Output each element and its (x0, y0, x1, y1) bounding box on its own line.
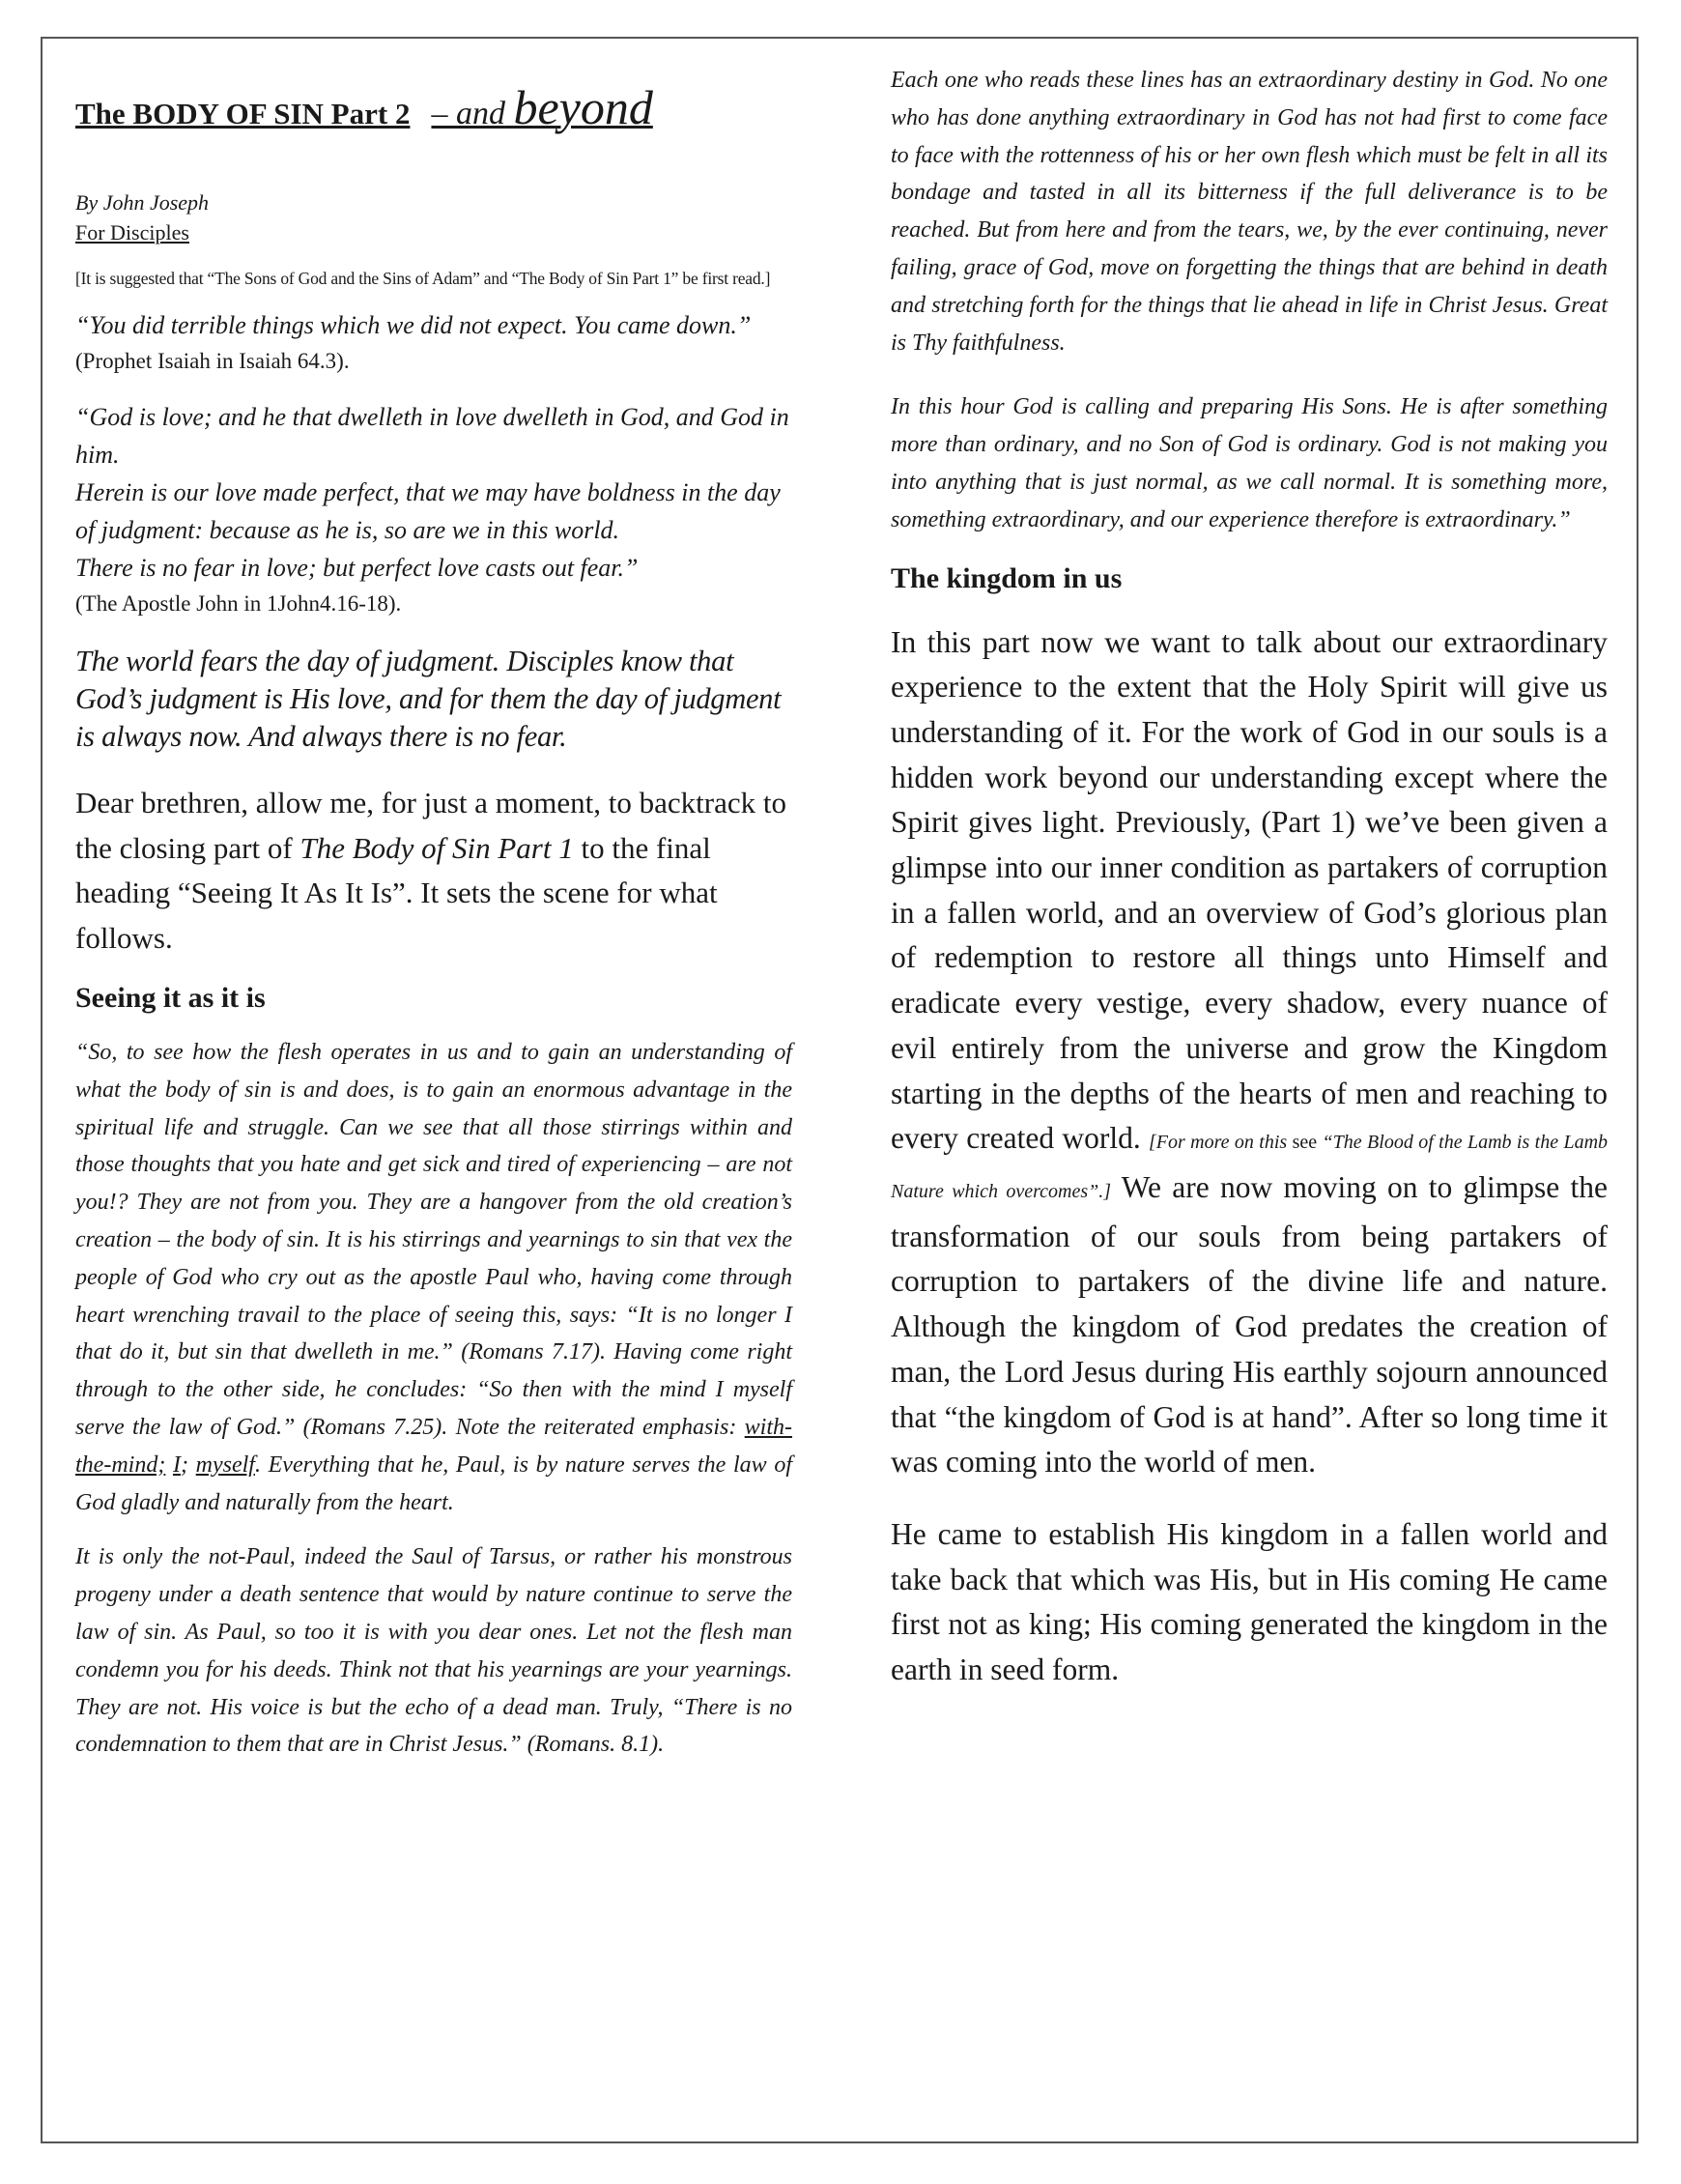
kingdom-text-a: In this part now we want to talk about our extraordinary experience to the extent that the Holy Spirit will give us understanding of it. For the work of God in our souls is a hidden work beyond our understanding except where the Spirit gives light. Previously, (Part 1) we’ve been given a glimpse into our inner condition as partakers of corruption in a fallen world, and an overview of God’s glorious plan of redemption to restore all things unto Himself and eradicate every vestige, every shadow, every nuance of evil entirely from the universe and grow the Kingdom starting in the depths of the hearts of men and reaching to every created world. (891, 624, 1608, 1156)
dear-brethren-text-a: Dear brethren, allow me, for just a moment, to backtrack to the closing part of (75, 786, 786, 865)
section-heading-kingdom: The kingdom in us (891, 561, 1123, 594)
isaiah-quote: “You did terrible things which we did not expect. You came down.” (75, 311, 752, 339)
kingdom-paragraph-1 (891, 620, 1608, 1485)
kingdom-text-b: We are now moving on to glimpse the transformation of our souls from being partakers of corruption to partakers of the divine life and nature. Although the kingdom of God predates the creation of man, the Lord Jesus during His earthly sojourn announced that “the kingdom of God is at hand”. After so long time it was coming into the world of men. (891, 1170, 1608, 1480)
john-quote-3: There is no fear in love; but perfect love casts out fear.” (75, 554, 639, 582)
reading-note: [It is suggested that “The Sons of God and the Sins of Adam” and “The Body of Sin Part 1” be first read.] (75, 269, 771, 288)
destiny-paragraph: Each one who reads these lines has an extraordinary destiny in God. No one who has done anything extraordinary in God has not had first to come face to face with the rottenness of his or her own flesh which must be felt in all its bondage and tasted in all its bitterness if the full deliverance is to be reached. But from here and from the tears, we, by the ever continuing, never failing, grace of God, move on forgetting the things that are behind in death and stretching forth for the things that lie ahead in life in Christ Jesus. Great is Thy faithfulness. (891, 68, 1608, 356)
title-suffix-dash: – and (431, 96, 505, 131)
john-citation: (The Apostle John in 1John4.16-18). (75, 591, 402, 616)
right-column (891, 62, 1608, 1693)
dear-brethren-title-ref: The Body of Sin Part 1 (299, 830, 574, 865)
section-heading-seeing: Seeing it as it is (75, 982, 266, 1014)
dear-brethren-text-b: to the final heading “Seeing It As It Is”. It sets the scene for what follows. (75, 830, 718, 955)
john-quote-1: “God is love; and he that dwelleth in love dwelleth in God, and God in him. (75, 403, 789, 469)
seeing-text-a: “So, to see how the flesh operates in us and to gain an understanding of what the body of sin is and does, is to gain an enormous advantage in the spiritual life and struggle. Can we see that all those stirrings within and those thoughts that you hate and get sick and tired of experiencing – are not you!? They are not from you. They are a hangover from the old creation’s creation – the body of sin. It is his stirrings and yearnings to sin that vex the people of God who cry out as the apostle Paul who, having come through heart wrenching travail to the place of seeing this, says: “It is no longer I that do it, but sin that dwelleth in me.” (Romans 7.17). Having come right through to the other side, he concludes: “So then with the mind I myself serve the law of God.” (Romans 7.25). Note the reiterated emphasis: (75, 1040, 792, 1440)
for-more-see: see (1292, 1132, 1318, 1154)
john-quote-2: Herein is our love made perfect, that we may have boldness in the day of judgment: because as he is, so are we in this world. (75, 478, 781, 544)
kingdom-paragraph-2: He came to establish His kingdom in a fallen world and take back that which was His, but in His coming He came first not as king; His coming generated the kingdom in the earth in seed form. (891, 1516, 1608, 1687)
world-fears-paragraph: The world fears the day of judgment. Disciples know that God’s judgment is His love, and for them the day of judgment is always now. And always there is no fear. (75, 645, 782, 753)
seeing-paragraph-2: It is only the not-Paul, indeed the Saul of Tarsus, or rather his monstrous progeny under a death sentence that would by nature continue to serve the law of sin. As Paul, so too it is with you dear ones. Let not the flesh man condemn you for his deeds. Think not that his yearnings are your yearnings. They are not. His voice is but the echo of a dead man. Truly, “There is no condemnation to them that are in Christ Jesus.” (Romans. 8.1). (75, 1544, 792, 1758)
emphasis-myself: myself (195, 1451, 255, 1478)
for-more-text-b: “The Blood of the Lamb is the Lamb Nature which overcomes”.] (891, 1132, 1609, 1202)
emphasis-with-the-mind: with-the-mind; (75, 1414, 793, 1478)
title-suffix (431, 80, 653, 134)
emphasis-i: I (172, 1451, 181, 1478)
seeing-paragraph-1: “So, to see how the flesh operates in us and to gain an understanding of what the body of sin is and does, is to gain an enormous advantage in the spiritual life and struggle. Can we see that all those stirrings within and those thoughts that you hate and get sick and tired of experiencing – are not you!? They are not from you. They are a hangover from the old creation’s creation – the body of sin. It is his stirrings and yearnings to sin that vex the people of God who cry out as the apostle Paul who, having come through heart wrenching travail to the place of seeing this, says: “It is no longer I that do it, but sin that dwelleth in me.” (Romans 7.17). Having come right through to the other side, he concludes: “So then with the mind I myself serve the law of God.” (Romans 7.25). Note the reiterated emphasis: with-the-mind; I; myself. Everything that he, Paul, is by nature serves the law of God gladly and naturally from the heart. (75, 1040, 793, 1515)
seeing-text-b: Everything that he, Paul, is by nature serves the law of God gladly and naturally from the heart. (75, 1451, 793, 1515)
title-suffix-word: beyond (513, 80, 653, 134)
title-line (75, 79, 792, 147)
document-title: The BODY OF SIN Part 2 (75, 97, 411, 130)
left-column (75, 75, 792, 1764)
author-byline: By John Joseph (75, 190, 210, 215)
calling-sons-paragraph: In this hour God is calling and preparing His Sons. He is after something more than ordinary, and no Son of God is ordinary. God is not making you into anything that is just normal, as we call normal. It is something more, something extraordinary, and our experience therefore is extraordinary.” (891, 394, 1608, 532)
dear-brethren-paragraph (75, 781, 792, 961)
audience-line: For Disciples (75, 220, 189, 244)
isaiah-citation: (Prophet Isaiah in Isaiah 64.3). (75, 349, 350, 373)
for-more-text-a: [For more on this (1149, 1132, 1288, 1154)
